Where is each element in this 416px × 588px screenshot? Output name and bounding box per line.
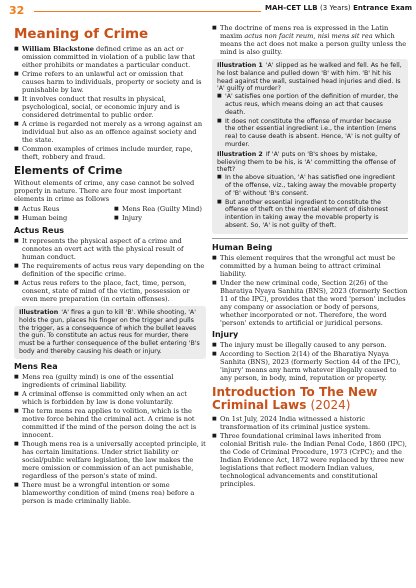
list-item: ■ Crime refers to an unlawful act or omission that causes harm to individuals, property or society and is punishable by law. xyxy=(14,70,206,94)
illustration-text: 'A' slipped as he walked and fell. As he fell, he lost balance and pulled down 'B' with him. 'B' hit his head against the wall, sustained head injuries and died. Is 'A' guilty of murder? xyxy=(217,62,402,93)
elements-list xyxy=(14,205,206,223)
illustration-2-list xyxy=(217,174,403,230)
maxim-pre: The doctrine of mens rea is expressed in the Latin maxim xyxy=(220,24,389,40)
illustration-tag: Illustration 1 xyxy=(217,62,263,69)
heading-human-being: Human Being xyxy=(212,242,273,252)
actus-list xyxy=(14,237,206,303)
list-item: ■ A criminal offense is committed only when an act which is forbidden by law is done voluntarily. xyxy=(14,390,206,406)
list-item: ■ There must be a wrongful intention or some blameworthy condition of mind (mens rea) before a person is made criminally liable. xyxy=(14,481,206,505)
elements-intro: Without elements of crime, any case cannot be solved properly in nature. There are four most important elements in crime as follows xyxy=(14,179,195,203)
list-item: ■ In the above situation, 'A' has satisfied one ingredient of the offense, viz., taking away the movable property of 'B' without 'B's consent. xyxy=(217,174,403,197)
divider xyxy=(212,238,408,239)
list-item: ■ 'A' satisfies one portion of the definition of murder, the actus reus, which means doing an act that causes death. xyxy=(217,93,403,116)
heading-elements-of-crime: Elements of Crime xyxy=(14,165,123,177)
heading-injury: Injury xyxy=(212,329,239,339)
header-title-prefix: MAH-CET LLB xyxy=(265,4,318,12)
list-item xyxy=(14,45,206,69)
illustration-1-list xyxy=(217,93,403,149)
header-title-suffix: Entrance Exam xyxy=(353,4,412,12)
list-item: ■ It involves conduct that results in physical, psychological, social, or economic injury and is considered detrimental to public order. xyxy=(14,95,206,119)
list-item: ■ According to Section 2(14) of the Bharatiya Nyaya Sanhita (BNS), 2023 (formerly Section 44 of the IPC), 'injury' means any harm whatever illegally caused to any person, in body, mind, reputation or property. xyxy=(212,350,408,382)
latin-maxim: actus non facit reum, nisi mens sit rea xyxy=(244,32,373,40)
list-item: ■ Three foundational criminal laws inherited from colonial British rule- the Indian Penal Code, 1860 (IPC), the Code of Criminal Procedure, 1973 (CrPC); and the Indian Evidence Act, 1872 were replaced by three new legislations that reflect modern Indian values, technological advancements and constitutional principles. xyxy=(212,432,408,488)
header-title xyxy=(261,4,416,12)
human-list xyxy=(212,254,408,327)
list-item: ■ On 1st July, 2024 India witnessed a historic transformation of its criminal justice system. xyxy=(212,415,408,431)
element-item: ■ Injury xyxy=(114,214,206,222)
list-item: ■ A crime is regarded not merely as a wrong against an individual but also as an offence against society and the state. xyxy=(14,120,206,144)
injury-list xyxy=(212,341,408,382)
heading-intro-text: Introduction To The New Criminal Laws xyxy=(212,384,378,412)
heading-meaning-of-crime: Meaning of Crime xyxy=(14,26,149,42)
list-item: ■ Under the new criminal code, Section 2(26) of the Bharatiya Nyaya Sanhita (BNS), 2023 (formerly Section 11 of the IPC), provides that the word 'person' includes any company or association or body of persons, whether incorporated or not. Therefore, the word 'person' extends to artificial or juridical persons. xyxy=(212,279,408,327)
list-item: ■ The term mens rea applies to volition, which is the motive force behind the criminal act. A crime is not committed if the mind of the person doing the act is innocent. xyxy=(14,407,206,439)
list-item: ■ It represents the physical aspect of a crime and connotes an overt act with the physical result of human conduct. xyxy=(14,237,206,261)
element-item: ■ Mens Rea (Guilty Mind) xyxy=(114,205,206,213)
list-item: ■ Actus reus refers to the place, fact, time, person, consent, state of mind of the victim, possession or even mere preparation (in certain offenses). xyxy=(14,279,206,303)
list-item-text: defined crime as an act or omission committed in violation of a public law that either prohibits or mandates a particular conduct. xyxy=(22,45,196,69)
heading-actus-reus: Actus Reus xyxy=(14,226,65,235)
list-item: ■ Mens rea (guilty mind) is one of the essential ingredients of criminal liability. xyxy=(14,373,206,389)
right-column xyxy=(212,24,408,489)
element-item: ■ Human being xyxy=(14,214,106,222)
list-item: ■ The injury must be illegally caused to any person. xyxy=(212,341,408,349)
heading-intro-year: (2024) xyxy=(310,397,351,412)
illustration-tag: Illustration 2 xyxy=(217,150,263,158)
list-item: ■ This element requires that the wrongful act must be committed by a human being to attract criminal liability. xyxy=(212,254,408,278)
meaning-list xyxy=(14,45,206,161)
mensrea-list xyxy=(14,373,206,505)
page-number: 32 xyxy=(9,4,25,17)
heading-mens-rea: Mens Rea xyxy=(14,361,58,371)
blackstone-name: William Blackstone xyxy=(22,45,94,53)
list-item: ■ It does not constitute the offense of murder because the other essential ingredient i.e., the intention (mens rea) to cause death is absent. Hence, 'A' is not guilty of murder. xyxy=(217,118,403,149)
list-item: ■ Common examples of crimes include murder, rape, theft, robbery and fraud. xyxy=(14,145,206,161)
element-item: ■ Actus Reus xyxy=(14,205,106,213)
illustration-actus-reus xyxy=(14,306,206,359)
intro-list xyxy=(212,415,408,488)
heading-intro-new-criminal-laws xyxy=(212,386,408,412)
illustration-text: 'A' fires a gun to kill 'B'. While shooting, 'A' holds the gun, places his finger on the trigger and pulls the trigger, as a consequence of which the bullet leaves the gun. To constitute an actus reus for murder, there must be a further consequence of the bullet entering 'B's body and thereby causing his death or injury. xyxy=(19,309,200,355)
illustration-text: If 'A' puts on 'B's shoes by mistake, believing them to be his, is 'A' committing the offense of theft? xyxy=(217,150,396,174)
illustration-1 xyxy=(212,59,408,234)
maxim-post: which means the act does not make a person guilty unless the mind is also guilty. xyxy=(220,32,407,56)
list-item: ■ Though mens rea is a universally accepted principle, it has certain limitations. Under strict liability or social/public welfare legislation, the law makes the mere omission or commission of an act punishable, regardless of the person's state of mind. xyxy=(14,440,206,480)
list-item: ■ The requirements of actus reus vary depending on the definition of the specific crime. xyxy=(14,262,206,278)
header-title-years: (3 Years) xyxy=(320,4,351,12)
illustration-tag: Illustration xyxy=(19,309,59,316)
left-column xyxy=(14,24,206,506)
list-item: ■ But another essential ingredient to constitute the offense of theft on the mental element of dishonest intention in taking away the movable property is absent. So, 'A' is not guilty of theft. xyxy=(217,199,403,230)
maxim-list xyxy=(212,24,408,56)
list-item xyxy=(212,24,408,56)
page-header xyxy=(0,0,416,22)
